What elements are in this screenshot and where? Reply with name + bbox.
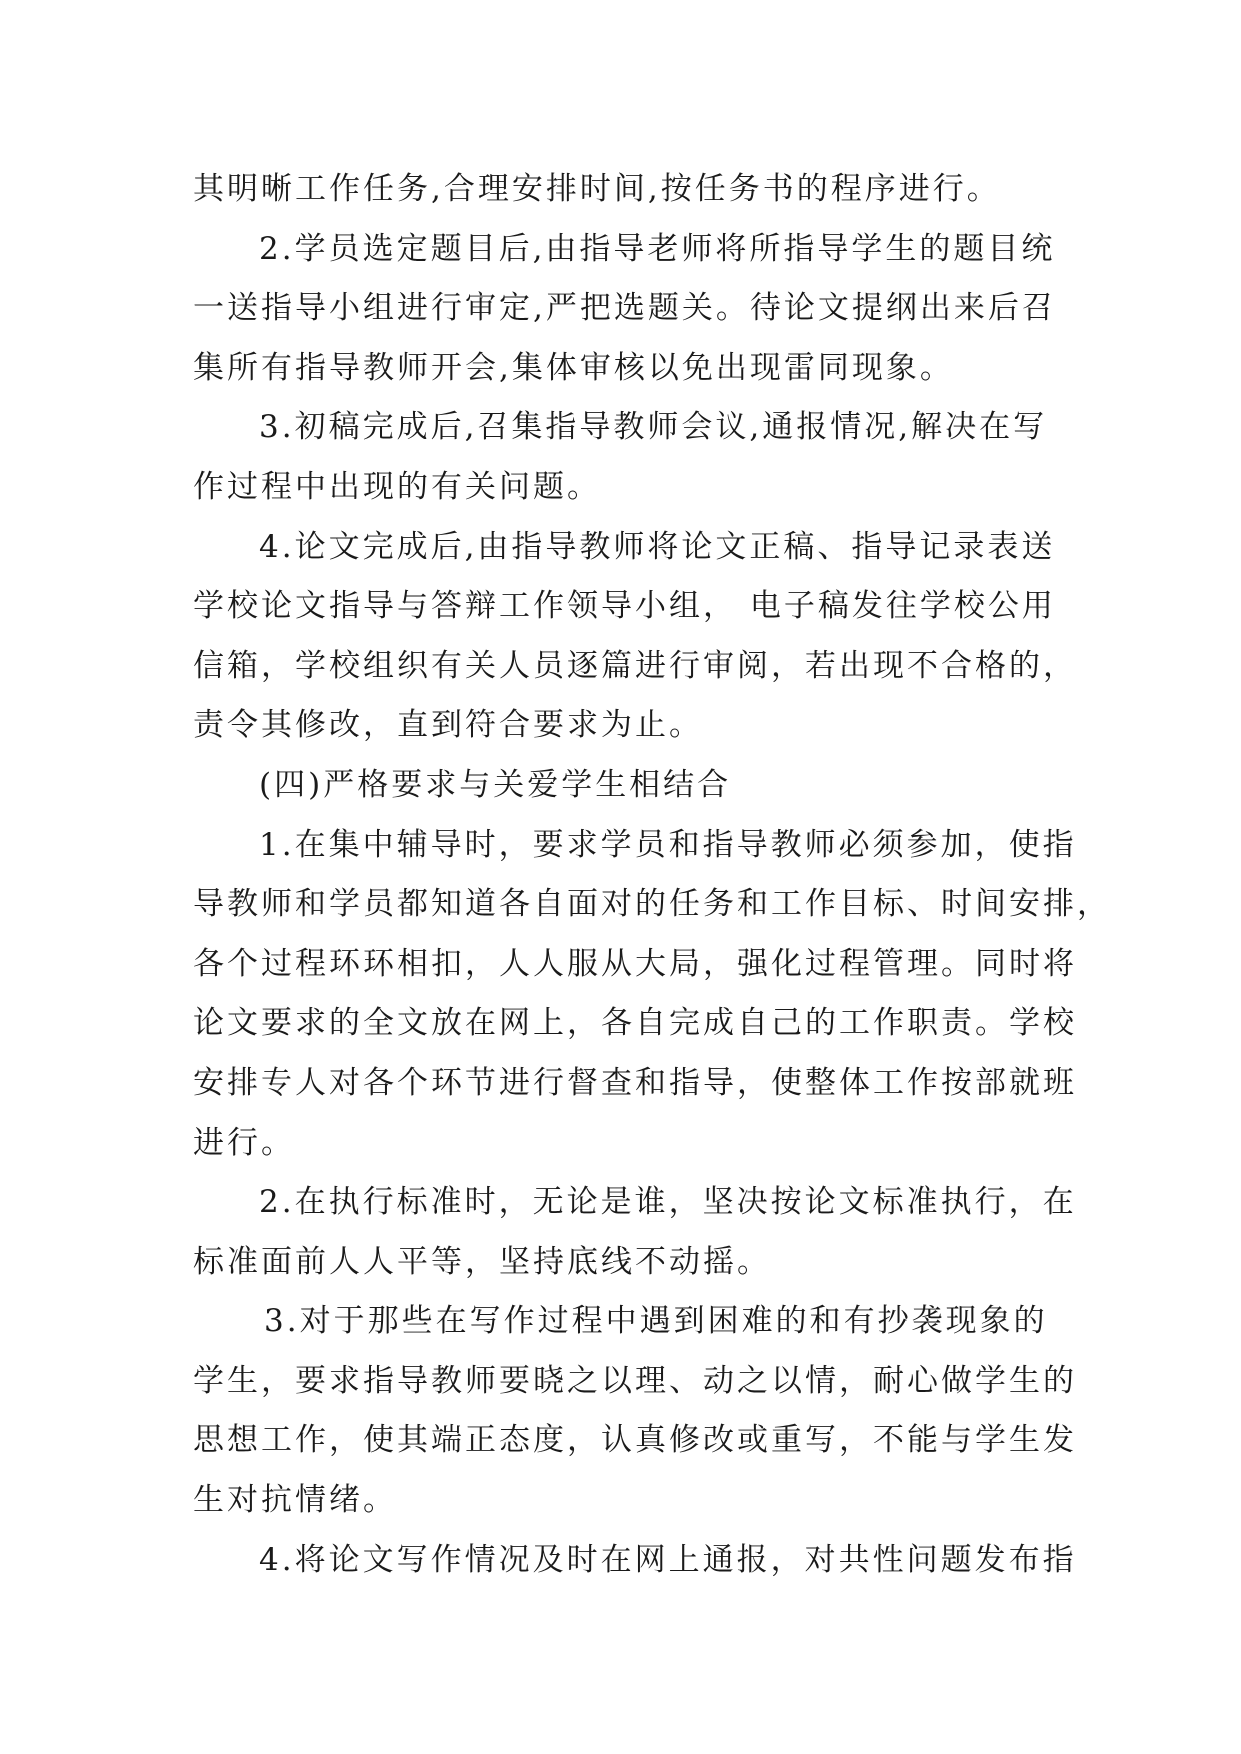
text-line: 标准面前人人平等，坚持底线不动摇。 — [193, 1243, 771, 1280]
text-line: 责令其修改，直到符合要求为止。 — [193, 707, 703, 744]
paragraph-item-4: 4.论文完成后,由指导教师将论文正稿、指导记录表送 — [259, 528, 1056, 565]
text-line: 其明晰工作任务,合理安排时间,按任务书的程序进行。 — [193, 171, 1001, 207]
text-line: 一送指导小组进行审定,严把选题关。待论文提纲出来后召 — [193, 290, 1056, 327]
text-line: 集所有指导教师开会,集体审核以免出现雷同现象。 — [193, 349, 954, 386]
section-heading: (四)严格要求与关爱学生相结合 — [259, 766, 732, 803]
text-line: 生对抗情绪。 — [193, 1482, 397, 1519]
paragraph-item-3: 3.初稿完成后,召集指导教师会议,通报情况,解决在写 — [259, 409, 1048, 446]
text-line: 作过程中出现的有关问题。 — [193, 468, 601, 505]
text-line: 安排专人对各个环节进行督查和指导，使整体工作按部就班 — [193, 1064, 1077, 1101]
text-line: 论文要求的全文放在网上，各自完成自己的工作职责。学校 — [193, 1005, 1077, 1042]
text-line: 导教师和学员都知道各自面对的任务和工作目标、时间安排， — [193, 886, 1111, 923]
paragraph-item-2: 2.在执行标准时，无论是谁，坚决按论文标准执行，在 — [259, 1184, 1077, 1221]
text-line: 学生，要求指导教师要晓之以理、动之以情，耐心做学生的 — [193, 1362, 1077, 1399]
text-line: 信箱，学校组织有关人员逐篇进行审阅，若出现不合格的， — [193, 647, 1077, 684]
document-body — [193, 160, 1111, 1590]
paragraph-item-4: 4.将论文写作情况及时在网上通报，对共性问题发布指 — [259, 1541, 1077, 1578]
text-line: 各个过程环环相扣，人人服从大局，强化过程管理。同时将 — [193, 945, 1077, 982]
text-line: 学校论文指导与答辩工作领导小组， 电子稿发往学校公用 — [193, 588, 1056, 625]
paragraph-item-2: 2.学员选定题目后,由指导老师将所指导学生的题目统 — [259, 230, 1056, 267]
paragraph-item-3: 3.对于那些在写作过程中遇到困难的和有抄袭现象的 — [264, 1303, 1048, 1340]
paragraph-item-1: 1.在集中辅导时，要求学员和指导教师必须参加，使指 — [259, 826, 1077, 863]
text-line: 思想工作，使其端正态度，认真修改或重写，不能与学生发 — [193, 1422, 1077, 1459]
text-line: 进行。 — [193, 1124, 295, 1161]
